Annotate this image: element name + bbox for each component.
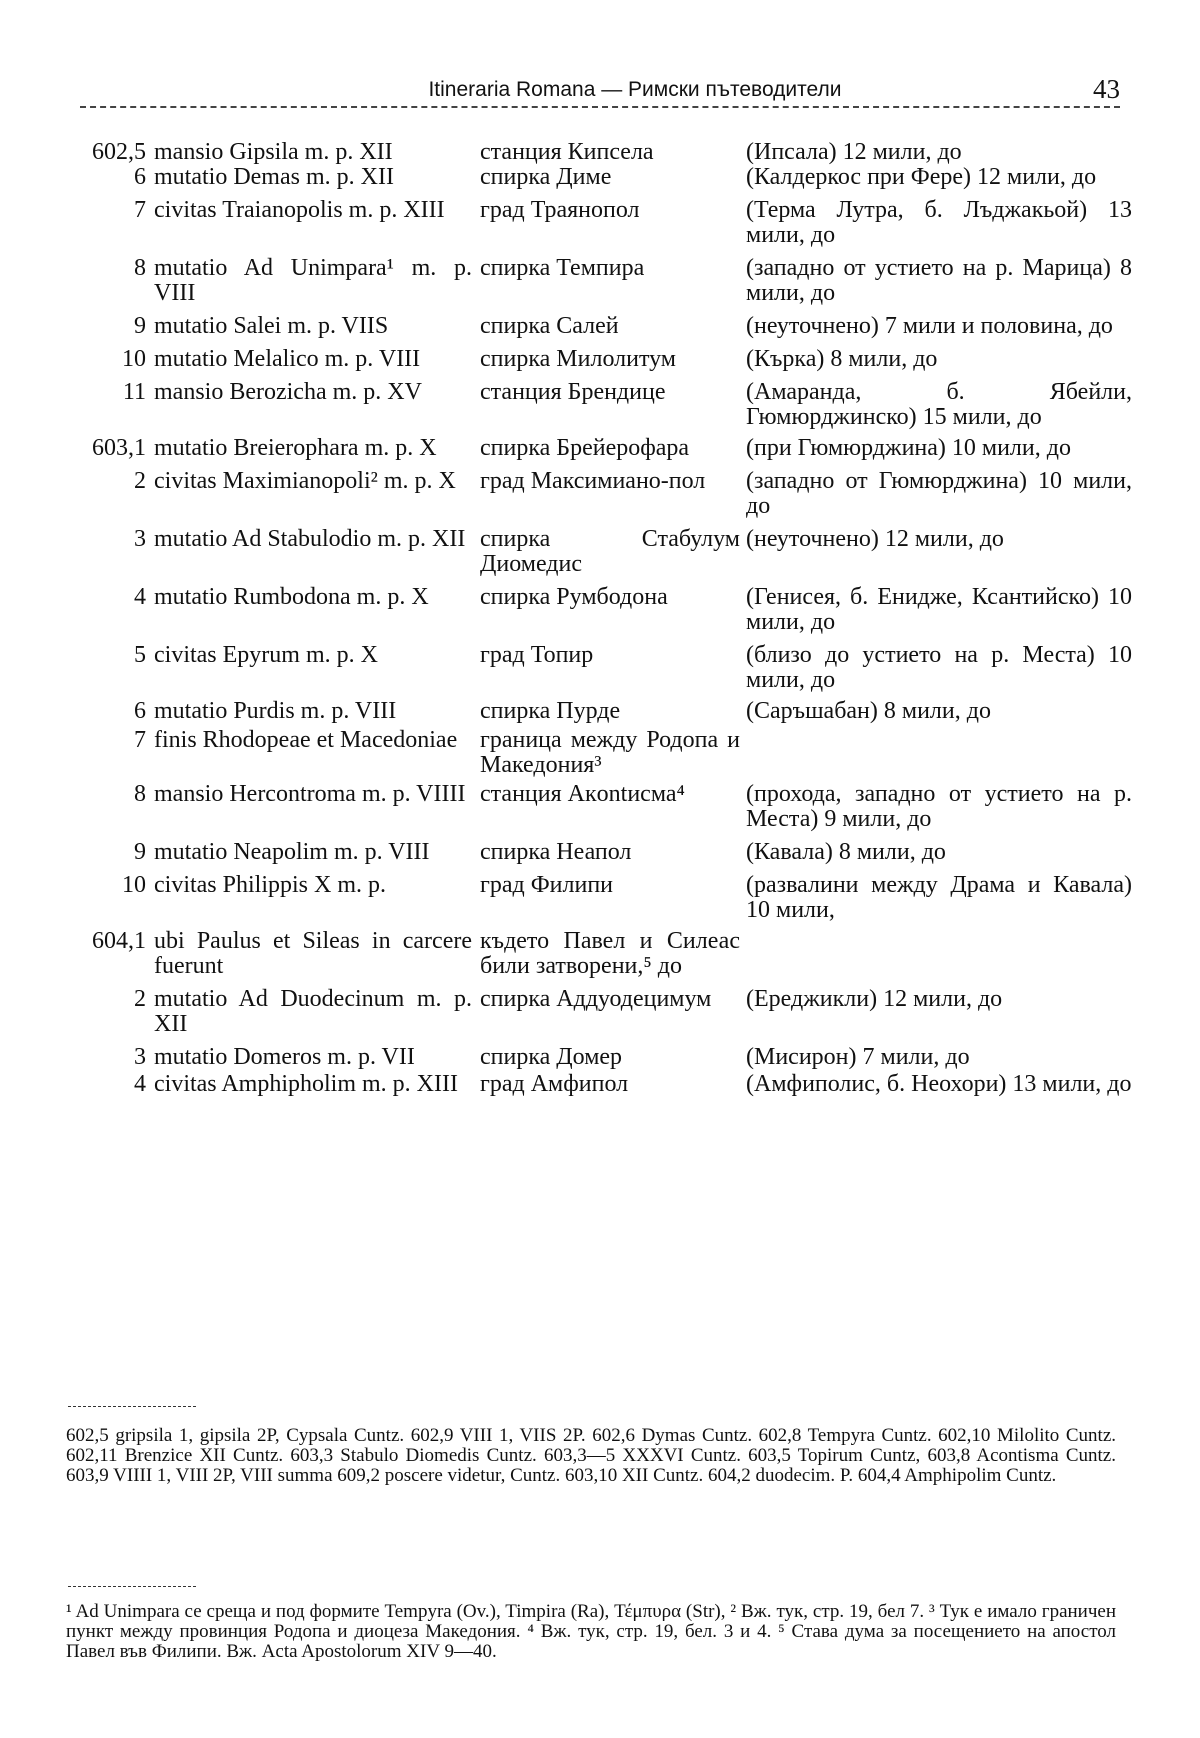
entry-number: 10 — [122, 872, 146, 898]
entry-number: 10 — [122, 346, 146, 372]
itinerary-row — [62, 468, 1132, 519]
bulgarian-station: град Амфипол — [480, 1071, 629, 1097]
latin-station: civitas Amphipholim m. p. XIII — [154, 1071, 458, 1097]
entry-number: 9 — [134, 839, 146, 865]
entry-number: 8 — [134, 781, 146, 807]
itinerary-row — [62, 1071, 1132, 1097]
itinerary-row — [62, 987, 1122, 1037]
entry-number: 602,5 — [92, 139, 146, 165]
itinerary-row — [62, 642, 1132, 693]
running-title: Itineraria Romana — Римски пътеводители — [428, 78, 842, 101]
bulgarian-station: спирка Брейерофара — [480, 435, 690, 461]
itinerary-row — [62, 1045, 1122, 1070]
latin-station: mutatio Ad Unimpara¹ m. p. VIII — [154, 255, 472, 306]
latin-station: mutatio Rumbodona m. p. X — [154, 584, 429, 610]
modern-location: (близо до устието на р. Места) 10 мили, до — [746, 642, 1132, 693]
bulgarian-station: спирка Салей — [480, 313, 619, 339]
bulgarian-station: град Топир — [480, 642, 594, 668]
apparatus-separator — [68, 1406, 196, 1407]
modern-location: (Калдеркос при Фере) 12 мили, до — [746, 164, 1097, 190]
latin-station: civitas Epyrum m. p. X — [154, 642, 378, 668]
itinerary-row — [62, 165, 1122, 190]
entry-number: 4 — [134, 1071, 146, 1097]
entry-number: 9 — [134, 313, 146, 339]
modern-location: (Кавала) 8 мили, до — [746, 839, 946, 865]
entry-number: 3 — [134, 1044, 146, 1070]
modern-location: (развалини между Драма и Кавала) 10 мили, — [746, 872, 1132, 923]
bulgarian-station: спирка Милолитум — [480, 346, 676, 372]
bulgarian-station: граница между Родопа и Македония³ — [480, 727, 740, 778]
latin-station: mutatio Salei m. p. VIIS — [154, 313, 389, 339]
critical-apparatus: 602,5 gripsila 1, gipsila 2P, Cypsala Cuntz. 602,9 VIII 1, VIIS 2P. 602,6 Dymas Cuntz. 602,8 Tempyra Cuntz. 602,10 Milolito Cuntz. 602,11 Brenzice XII Cuntz. 603,3 Stabulo Diomedis Cuntz. 603,3—5 XXXVI Cuntz. 603,5 Topirum Cuntz, 603,8 Acontisma Cuntz. 603,9 VIIII 1, VIII 2P, VIII summa 609,2 poscere videtur, Cuntz. 603,10 XII Cuntz. 604,2 duodecim. P. 604,4 Amphipolim Cuntz. — [66, 1425, 1116, 1486]
modern-location: (Терма Лутра, б. Лъджакьой) 13 мили, до — [746, 197, 1132, 248]
modern-location: (Ипсала) 12 мили, до — [746, 139, 962, 165]
latin-station: civitas Maximianopoli² m. p. X — [154, 468, 456, 494]
modern-location: (западно от Гюмюрджина) 10 мили, до — [746, 468, 1132, 519]
bulgarian-station: спирка Домер — [480, 1044, 623, 1070]
bulgarian-station: станция Акontисма⁴ — [480, 781, 685, 807]
latin-station: finis Rhodopeae et Macedoniae — [154, 727, 458, 753]
bulgarian-station: станция Кипсела — [480, 139, 654, 165]
entry-number: 603,1 — [92, 435, 146, 461]
latin-station: mutatio Breierophara m. p. X — [154, 435, 437, 461]
latin-station: mutatio Melalico m. p. VIII — [154, 346, 421, 372]
bulgarian-station: спирка Румбодона — [480, 584, 668, 610]
itinerary-row — [62, 728, 1122, 778]
bulgarian-station: спирка Аддуодецимум — [480, 986, 712, 1012]
bulgarian-station: където Павел и Силеас били затворени,⁵ до — [480, 928, 740, 979]
entry-number: 3 — [134, 526, 146, 552]
entry-number: 2 — [134, 468, 146, 494]
bulgarian-station: град Максимиано-пол — [480, 468, 706, 494]
itinerary-row — [62, 527, 1122, 577]
modern-location: (западно от устието на р. Марица) 8 мили, до — [746, 255, 1132, 306]
bulgarian-station: спирка Неапол — [480, 839, 632, 865]
modern-location: (прохода, западно от устието на р. Места) 9 мили, до — [746, 781, 1132, 832]
modern-location: (Генисея, б. Енидже, Ксантийско) 10 мили, до — [746, 584, 1132, 635]
itinerary-table — [62, 139, 1132, 1097]
modern-location: (Амаранда, б. Ябейли, Гюмюрджинско) 15 мили, до — [746, 379, 1132, 430]
latin-station: mansio Hercontroma m. p. VIIII — [154, 781, 466, 807]
latin-station: ubi Paulus et Sileas in carcere fuerunt — [154, 928, 472, 979]
modern-location: (Кърка) 8 мили, до — [746, 346, 938, 372]
itinerary-row — [62, 699, 1122, 724]
itinerary-row — [62, 314, 1122, 339]
latin-station: civitas Philippis X m. p. — [154, 872, 387, 898]
entry-number: 6 — [134, 698, 146, 724]
itinerary-row — [62, 584, 1132, 635]
entry-number: 7 — [134, 727, 146, 753]
entry-number: 4 — [134, 584, 146, 610]
entry-number: 604,1 — [92, 928, 146, 954]
latin-station: mutatio Domeros m. p. VII — [154, 1044, 415, 1070]
bulgarian-station: спирка Стабулум Диомедис — [480, 526, 740, 577]
modern-location: (Амфиполис, б. Неохори) 13 мили, до — [746, 1071, 1132, 1097]
latin-station: mutatio Ad Duodecinum m. p. XII — [154, 986, 472, 1037]
bulgarian-station: спирка Темпира — [480, 255, 645, 281]
footnotes — [66, 1602, 1116, 1662]
itinerary-row — [62, 379, 1132, 430]
footnote-text: ¹ Ad Unimpara се среща и под формите Tempyra (Ov.), Timpira (Ra), Τέμπυρα (Str), ² Вж. тук, стр. 19, бел 7. ³ Тук е имало граничен пункт между провинция Родопа и диоцеза Македония. ⁴ Вж. тук, стр. 19, бел. 3 и 4. ⁵ Става дума за посещението на апостол Павел във Филипи. Вж. Acta Apostolorum XIV 9—40. — [66, 1601, 1116, 1662]
modern-location: (Ереджикли) 12 мили, до — [746, 986, 1003, 1012]
modern-location: (Саръшабан) 8 мили, до — [746, 698, 991, 724]
itinerary-row — [62, 840, 1122, 865]
modern-location: (Мисирон) 7 мили, до — [746, 1044, 970, 1070]
latin-station: civitas Traianopolis m. p. XIII — [154, 197, 445, 223]
entry-number: 7 — [134, 197, 146, 223]
latin-station: mansio Gipsila m. p. XII — [154, 139, 393, 165]
latin-station: mutatio Demas m. p. XII — [154, 164, 394, 190]
entry-number: 11 — [122, 379, 146, 405]
entry-number: 6 — [134, 164, 146, 190]
entry-number: 2 — [134, 986, 146, 1012]
itinerary-row — [62, 781, 1132, 832]
bulgarian-station: спирка Пурде — [480, 698, 621, 724]
latin-station: mansio Berozicha m. p. XV — [154, 379, 422, 405]
bulgarian-station: град Филипи — [480, 872, 614, 898]
itinerary-row — [62, 872, 1132, 923]
latin-station: mutatio Purdis m. p. VIII — [154, 698, 397, 724]
latin-station: mutatio Neapolim m. p. VIII — [154, 839, 430, 865]
bulgarian-station: станция Брендице — [480, 379, 666, 405]
itinerary-row — [62, 347, 1122, 372]
latin-station: mutatio Ad Stabulodio m. p. XII — [154, 526, 466, 552]
itinerary-row — [62, 929, 1122, 979]
itinerary-row — [62, 436, 1122, 461]
entry-number: 5 — [134, 642, 146, 668]
bulgarian-station: град Траянопол — [480, 197, 640, 223]
itinerary-row — [62, 197, 1132, 248]
itinerary-row — [62, 140, 1122, 165]
modern-location: (неуточнено) 7 мили и половина, до — [746, 313, 1113, 339]
footnote-separator — [68, 1586, 196, 1587]
entry-number: 8 — [134, 255, 146, 281]
modern-location: (неуточнено) 12 мили, до — [746, 526, 1004, 552]
bulgarian-station: спирка Диме — [480, 164, 612, 190]
modern-location: (при Гюмюрджина) 10 мили, до — [746, 435, 1071, 461]
itinerary-row — [62, 255, 1132, 306]
page-header — [80, 72, 1120, 108]
page-number: 43 — [1093, 74, 1120, 104]
